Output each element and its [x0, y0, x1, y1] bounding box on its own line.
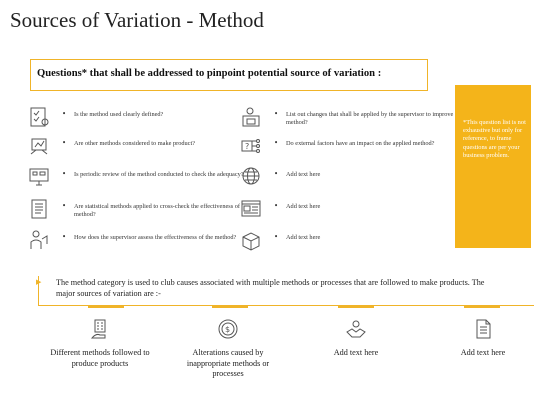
bullet: • [274, 170, 279, 178]
bullet: • [274, 233, 279, 241]
handshake-icon [345, 318, 367, 340]
question-text: Add text here [286, 203, 321, 210]
question-text: List out changes that shall be applied by the supervisor to improve method? [286, 111, 454, 126]
question-text: Add text here [286, 171, 321, 178]
question-item [240, 198, 321, 220]
svg-text:$: $ [225, 325, 231, 334]
note-text: *This question list is not exhaustive but only for reference, to frame questions are per your business problem. [463, 119, 526, 159]
box-icon [240, 229, 262, 251]
bullet: • [62, 233, 67, 241]
svg-text:?: ? [245, 142, 250, 151]
dollar-coin-icon [217, 318, 239, 340]
source-label: Add text here [460, 348, 506, 357]
question-text: Is the method used clearly defined? [74, 111, 164, 118]
question-item [28, 135, 195, 157]
question-item [28, 229, 237, 251]
bullet: • [62, 202, 67, 210]
accent-segment [464, 305, 500, 308]
summary-text: The method category is used to club causes associated with multiple methods or processes that are followed to make products. The major sources of variation are :- [56, 278, 485, 298]
question-item [28, 166, 244, 188]
question-item [240, 106, 454, 128]
bullet: • [62, 110, 67, 118]
question-flow-icon [240, 135, 262, 157]
question-text: Are other methods considered to make product? [74, 140, 195, 147]
accent-segment [88, 305, 124, 308]
checklist-icon [28, 106, 50, 128]
bullet: • [274, 202, 279, 210]
question-item [240, 166, 321, 188]
question-text: Is periodic review of the method conducted to check the adequacy? [74, 171, 244, 178]
question-item [240, 229, 321, 251]
source-item [173, 318, 283, 380]
accent-segment [338, 305, 374, 308]
bullet: • [62, 170, 67, 178]
bullet: • [274, 110, 279, 118]
note-box [455, 85, 531, 248]
source-item [301, 318, 411, 359]
monitor-review-icon [28, 166, 50, 188]
question-item [240, 135, 435, 157]
document-list-icon [28, 198, 50, 220]
questions-header: Questions* that shall be addressed to pinpoint potential source of variation : [37, 68, 382, 79]
document-icon [472, 318, 494, 340]
question-item [28, 198, 240, 220]
building-hand-icon [89, 318, 111, 340]
bullet: • [62, 139, 67, 147]
question-item [28, 106, 164, 128]
source-label: Different methods followed to produce products [50, 348, 150, 368]
bullet: • [274, 139, 279, 147]
source-label: Alterations caused by inappropriate methods or processes [186, 348, 270, 378]
question-text: Are statistical methods applied to cross-check the effectiveness of method? [74, 203, 240, 218]
web-page-icon [240, 198, 262, 220]
accent-segment [212, 305, 248, 308]
person-computer-icon [240, 106, 262, 128]
arrow-right-icon: ▶ [36, 278, 42, 286]
supervisor-icon [28, 229, 50, 251]
question-text: Do external factors have an impact on the applied method? [286, 140, 435, 147]
questions-header-box [30, 59, 428, 91]
source-item [428, 318, 538, 359]
source-item [45, 318, 155, 369]
presentation-board-icon [28, 135, 50, 157]
source-label: Add text here [333, 348, 379, 357]
globe-icon [240, 166, 262, 188]
page-title: Sources of Variation - Method [10, 8, 264, 32]
question-text: How does the supervisor assess the effectiveness of the method? [74, 234, 237, 241]
question-text: Add text here [286, 234, 321, 241]
